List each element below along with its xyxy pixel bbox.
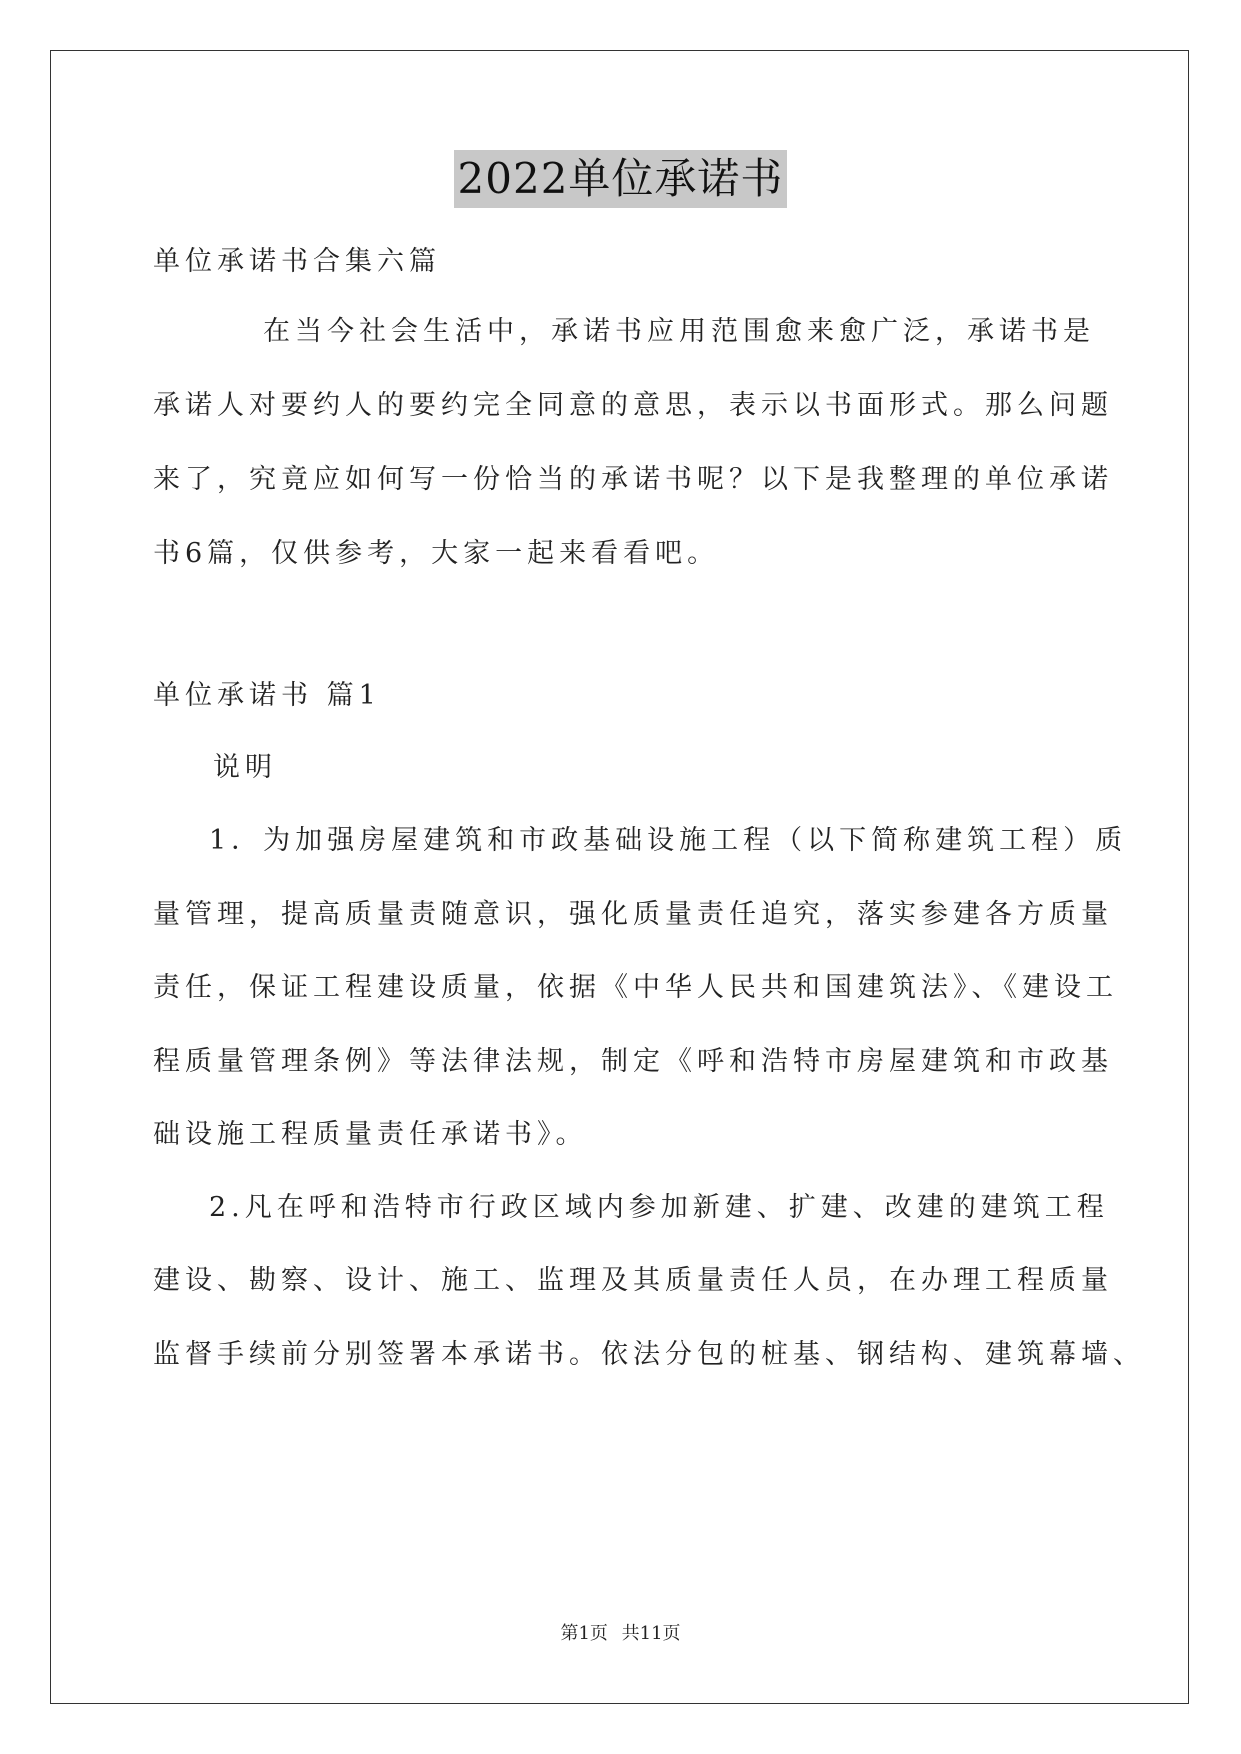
title-wrap: [0, 150, 1241, 208]
item1-line-4: 程质量管理条例》等法律法规，制定《呼和浩特市房屋建筑和市政基: [153, 1046, 1113, 1077]
intro-line-4: 书6篇，仅供参考，大家一起来看看吧。: [153, 538, 720, 569]
item1-line-3: 责任，保证工程建设质量，依据《中华人民共和国建筑法》、《建设工: [153, 972, 1118, 1003]
page-number: 第1页: [560, 1623, 608, 1644]
subtitle: 单位承诺书合集六篇: [153, 246, 441, 277]
page-footer: [0, 1622, 1241, 1646]
intro-line-2: 承诺人对要约人的要约完全同意的意思，表示以书面形式。那么问题: [153, 390, 1113, 421]
item1-line-5: 础设施工程质量责任承诺书》。: [153, 1119, 588, 1150]
page-border: [50, 50, 1189, 1704]
document-title: 2022单位承诺书: [454, 150, 788, 208]
item1-line-2: 量管理，提高质量责随意识，强化质量责任追究，落实参建各方质量: [153, 899, 1113, 930]
page-total: 共11页: [621, 1623, 681, 1644]
intro-line-3: 来了，究竟应如何写一份恰当的承诺书呢？以下是我整理的单位承诺: [153, 464, 1113, 495]
section-heading: 单位承诺书 篇1: [153, 680, 381, 711]
item1-line-1: 1．为加强房屋建筑和市政基础设施工程（以下简称建筑工程）质: [209, 825, 1128, 856]
item2-line-1: 2.凡在呼和浩特市行政区域内参加新建、扩建、改建的建筑工程: [209, 1192, 1109, 1223]
intro-line-1: 在当今社会生活中，承诺书应用范围愈来愈广泛，承诺书是: [263, 316, 1095, 347]
explain-label: 说明: [213, 752, 277, 783]
item2-line-3: 监督手续前分别签署本承诺书。依法分包的桩基、钢结构、建筑幕墙、: [153, 1339, 1145, 1370]
item2-line-2: 建设、勘察、设计、施工、监理及其质量责任人员，在办理工程质量: [153, 1265, 1113, 1296]
